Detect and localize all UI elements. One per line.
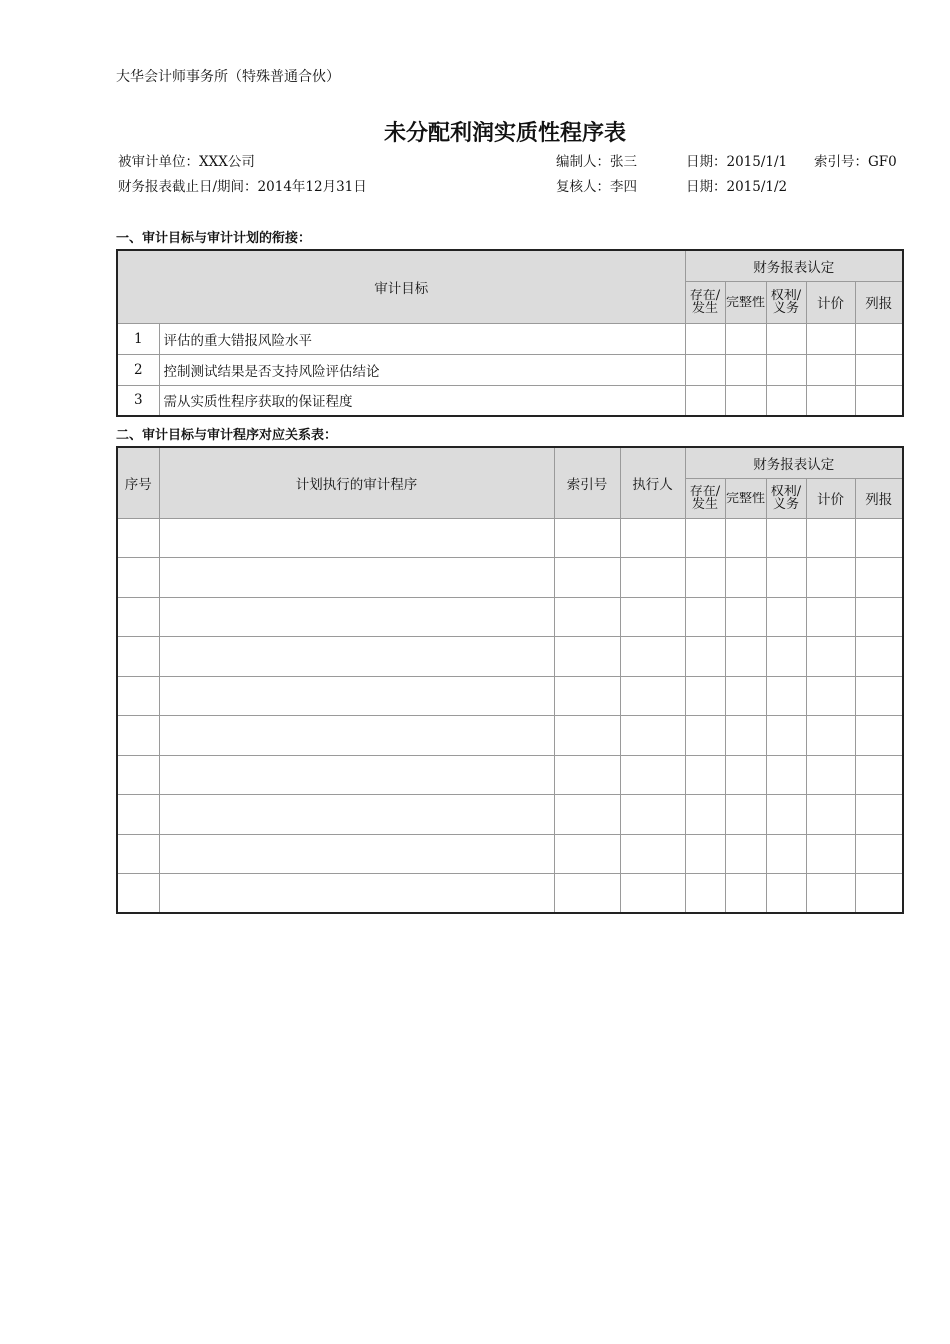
empty-cell bbox=[685, 716, 725, 756]
empty-cell bbox=[855, 558, 903, 598]
empty-cell bbox=[554, 834, 620, 874]
empty-cell bbox=[725, 558, 766, 598]
objective-header: 审计目标 bbox=[117, 250, 685, 323]
audited-unit: 被审计单位：XXX公司 bbox=[118, 154, 255, 170]
empty-cell bbox=[117, 597, 159, 637]
empty-cell bbox=[554, 795, 620, 835]
empty-cell bbox=[806, 874, 855, 914]
assertion-presentation: 列报 bbox=[855, 478, 903, 518]
table-row bbox=[117, 323, 903, 354]
assertion-valuation: 计价 bbox=[806, 478, 855, 518]
empty-cell bbox=[554, 597, 620, 637]
empty-cell bbox=[685, 834, 725, 874]
empty-cell bbox=[159, 834, 554, 874]
table-row bbox=[117, 795, 903, 835]
empty-cell bbox=[554, 518, 620, 558]
empty-cell bbox=[806, 558, 855, 598]
empty-cell bbox=[554, 874, 620, 914]
empty-cell bbox=[855, 834, 903, 874]
section1-heading: 一、审计目标与审计计划的衔接： bbox=[116, 231, 312, 246]
empty-cell bbox=[620, 597, 685, 637]
empty-cell bbox=[159, 795, 554, 835]
assertion-rights: 权利/义务 bbox=[766, 281, 806, 323]
empty-cell bbox=[117, 637, 159, 677]
row-number: 3 bbox=[117, 385, 159, 416]
firm-name: 大华会计师事务所（特殊普通合伙） bbox=[116, 69, 340, 85]
empty-cell bbox=[685, 755, 725, 795]
procedure-header: 计划执行的审计程序 bbox=[159, 447, 554, 518]
table-row bbox=[117, 354, 903, 385]
empty-cell bbox=[725, 834, 766, 874]
assertion-group-header: 财务报表认定 bbox=[685, 250, 903, 281]
procedure-table bbox=[116, 446, 904, 914]
empty-cell bbox=[117, 755, 159, 795]
period: 财务报表截止日/期间：2014年12月31日 bbox=[118, 179, 367, 195]
empty-cell bbox=[855, 676, 903, 716]
empty-cell bbox=[117, 558, 159, 598]
empty-cell bbox=[855, 637, 903, 677]
empty-cell bbox=[806, 676, 855, 716]
empty-cell bbox=[117, 834, 159, 874]
assertion-existence: 存在/发生 bbox=[685, 281, 725, 323]
objective-text: 控制测试结果是否支持风险评估结论 bbox=[159, 354, 685, 385]
empty-cell bbox=[620, 676, 685, 716]
assertion-rights: 权利/义务 bbox=[766, 478, 806, 518]
empty-cell bbox=[159, 676, 554, 716]
table-row bbox=[117, 874, 903, 914]
empty-cell bbox=[766, 874, 806, 914]
empty-cell bbox=[766, 676, 806, 716]
empty-cell bbox=[766, 755, 806, 795]
empty-cell bbox=[806, 795, 855, 835]
empty-cell bbox=[855, 597, 903, 637]
assertion-completeness: 完整性 bbox=[725, 281, 766, 323]
table-row bbox=[117, 597, 903, 637]
empty-cell bbox=[620, 795, 685, 835]
empty-cell bbox=[117, 874, 159, 914]
empty-cell bbox=[117, 518, 159, 558]
empty-cell bbox=[620, 874, 685, 914]
empty-cell bbox=[806, 597, 855, 637]
empty-cell bbox=[685, 597, 725, 637]
empty-cell bbox=[620, 518, 685, 558]
objective-table bbox=[116, 249, 904, 417]
empty-cell bbox=[855, 716, 903, 756]
empty-cell bbox=[117, 716, 159, 756]
empty-cell bbox=[806, 716, 855, 756]
empty-cell bbox=[685, 637, 725, 677]
empty-cell bbox=[685, 874, 725, 914]
empty-cell bbox=[725, 637, 766, 677]
empty-cell bbox=[159, 755, 554, 795]
empty-cell bbox=[159, 518, 554, 558]
empty-cell bbox=[620, 716, 685, 756]
table-row bbox=[117, 558, 903, 598]
assertion-presentation: 列报 bbox=[855, 281, 903, 323]
empty-cell bbox=[766, 558, 806, 598]
assertion-existence: 存在/发生 bbox=[685, 478, 725, 518]
empty-cell bbox=[806, 834, 855, 874]
empty-cell bbox=[554, 676, 620, 716]
empty-cell bbox=[766, 795, 806, 835]
table-row bbox=[117, 637, 903, 677]
assertion-completeness: 完整性 bbox=[725, 478, 766, 518]
empty-cell bbox=[855, 795, 903, 835]
empty-cell bbox=[554, 755, 620, 795]
assertion-group-header: 财务报表认定 bbox=[685, 447, 903, 478]
empty-cell bbox=[159, 874, 554, 914]
row-number: 1 bbox=[117, 323, 159, 354]
empty-cell bbox=[620, 834, 685, 874]
table-row bbox=[117, 518, 903, 558]
section2-heading: 二、审计目标与审计程序对应关系表： bbox=[116, 428, 338, 443]
empty-cell bbox=[725, 755, 766, 795]
empty-cell bbox=[766, 597, 806, 637]
empty-cell bbox=[725, 518, 766, 558]
index-number: 索引号：GF0 bbox=[814, 154, 897, 170]
objective-text: 评估的重大错报风险水平 bbox=[159, 323, 685, 354]
reviewer-date: 日期：2015/1/2 bbox=[686, 179, 788, 195]
empty-cell bbox=[620, 637, 685, 677]
empty-cell bbox=[766, 518, 806, 558]
table-row bbox=[117, 385, 903, 416]
empty-cell bbox=[159, 597, 554, 637]
objective-text: 需从实质性程序获取的保证程度 bbox=[159, 385, 685, 416]
empty-cell bbox=[806, 518, 855, 558]
table-row bbox=[117, 676, 903, 716]
empty-cell bbox=[685, 795, 725, 835]
empty-cell bbox=[620, 558, 685, 598]
empty-cell bbox=[117, 795, 159, 835]
empty-cell bbox=[725, 874, 766, 914]
preparer-date: 日期：2015/1/1 bbox=[686, 154, 788, 170]
empty-cell bbox=[725, 716, 766, 756]
empty-cell bbox=[766, 834, 806, 874]
executor-header: 执行人 bbox=[620, 447, 685, 518]
empty-cell bbox=[806, 755, 855, 795]
empty-cell bbox=[554, 558, 620, 598]
empty-cell bbox=[806, 637, 855, 677]
empty-cell bbox=[725, 795, 766, 835]
document-title: 未分配利润实质性程序表 bbox=[383, 121, 626, 146]
empty-cell bbox=[855, 518, 903, 558]
empty-cell bbox=[685, 518, 725, 558]
row-number: 2 bbox=[117, 354, 159, 385]
table-row bbox=[117, 716, 903, 756]
empty-cell bbox=[685, 558, 725, 598]
assertion-valuation: 计价 bbox=[806, 281, 855, 323]
index-header: 索引号 bbox=[554, 447, 620, 518]
empty-cell bbox=[159, 716, 554, 756]
table-row bbox=[117, 755, 903, 795]
empty-cell bbox=[159, 637, 554, 677]
preparer: 编制人：张三 bbox=[556, 154, 637, 170]
empty-cell bbox=[766, 716, 806, 756]
empty-cell bbox=[620, 755, 685, 795]
sequence-header: 序号 bbox=[117, 447, 159, 518]
empty-cell bbox=[554, 716, 620, 756]
empty-cell bbox=[766, 637, 806, 677]
empty-cell bbox=[855, 874, 903, 914]
empty-cell bbox=[855, 755, 903, 795]
empty-cell bbox=[159, 558, 554, 598]
empty-cell bbox=[685, 676, 725, 716]
empty-cell bbox=[117, 676, 159, 716]
empty-cell bbox=[554, 637, 620, 677]
empty-cell bbox=[725, 676, 766, 716]
reviewer: 复核人：李四 bbox=[556, 179, 637, 195]
empty-cell bbox=[725, 597, 766, 637]
table-row bbox=[117, 834, 903, 874]
